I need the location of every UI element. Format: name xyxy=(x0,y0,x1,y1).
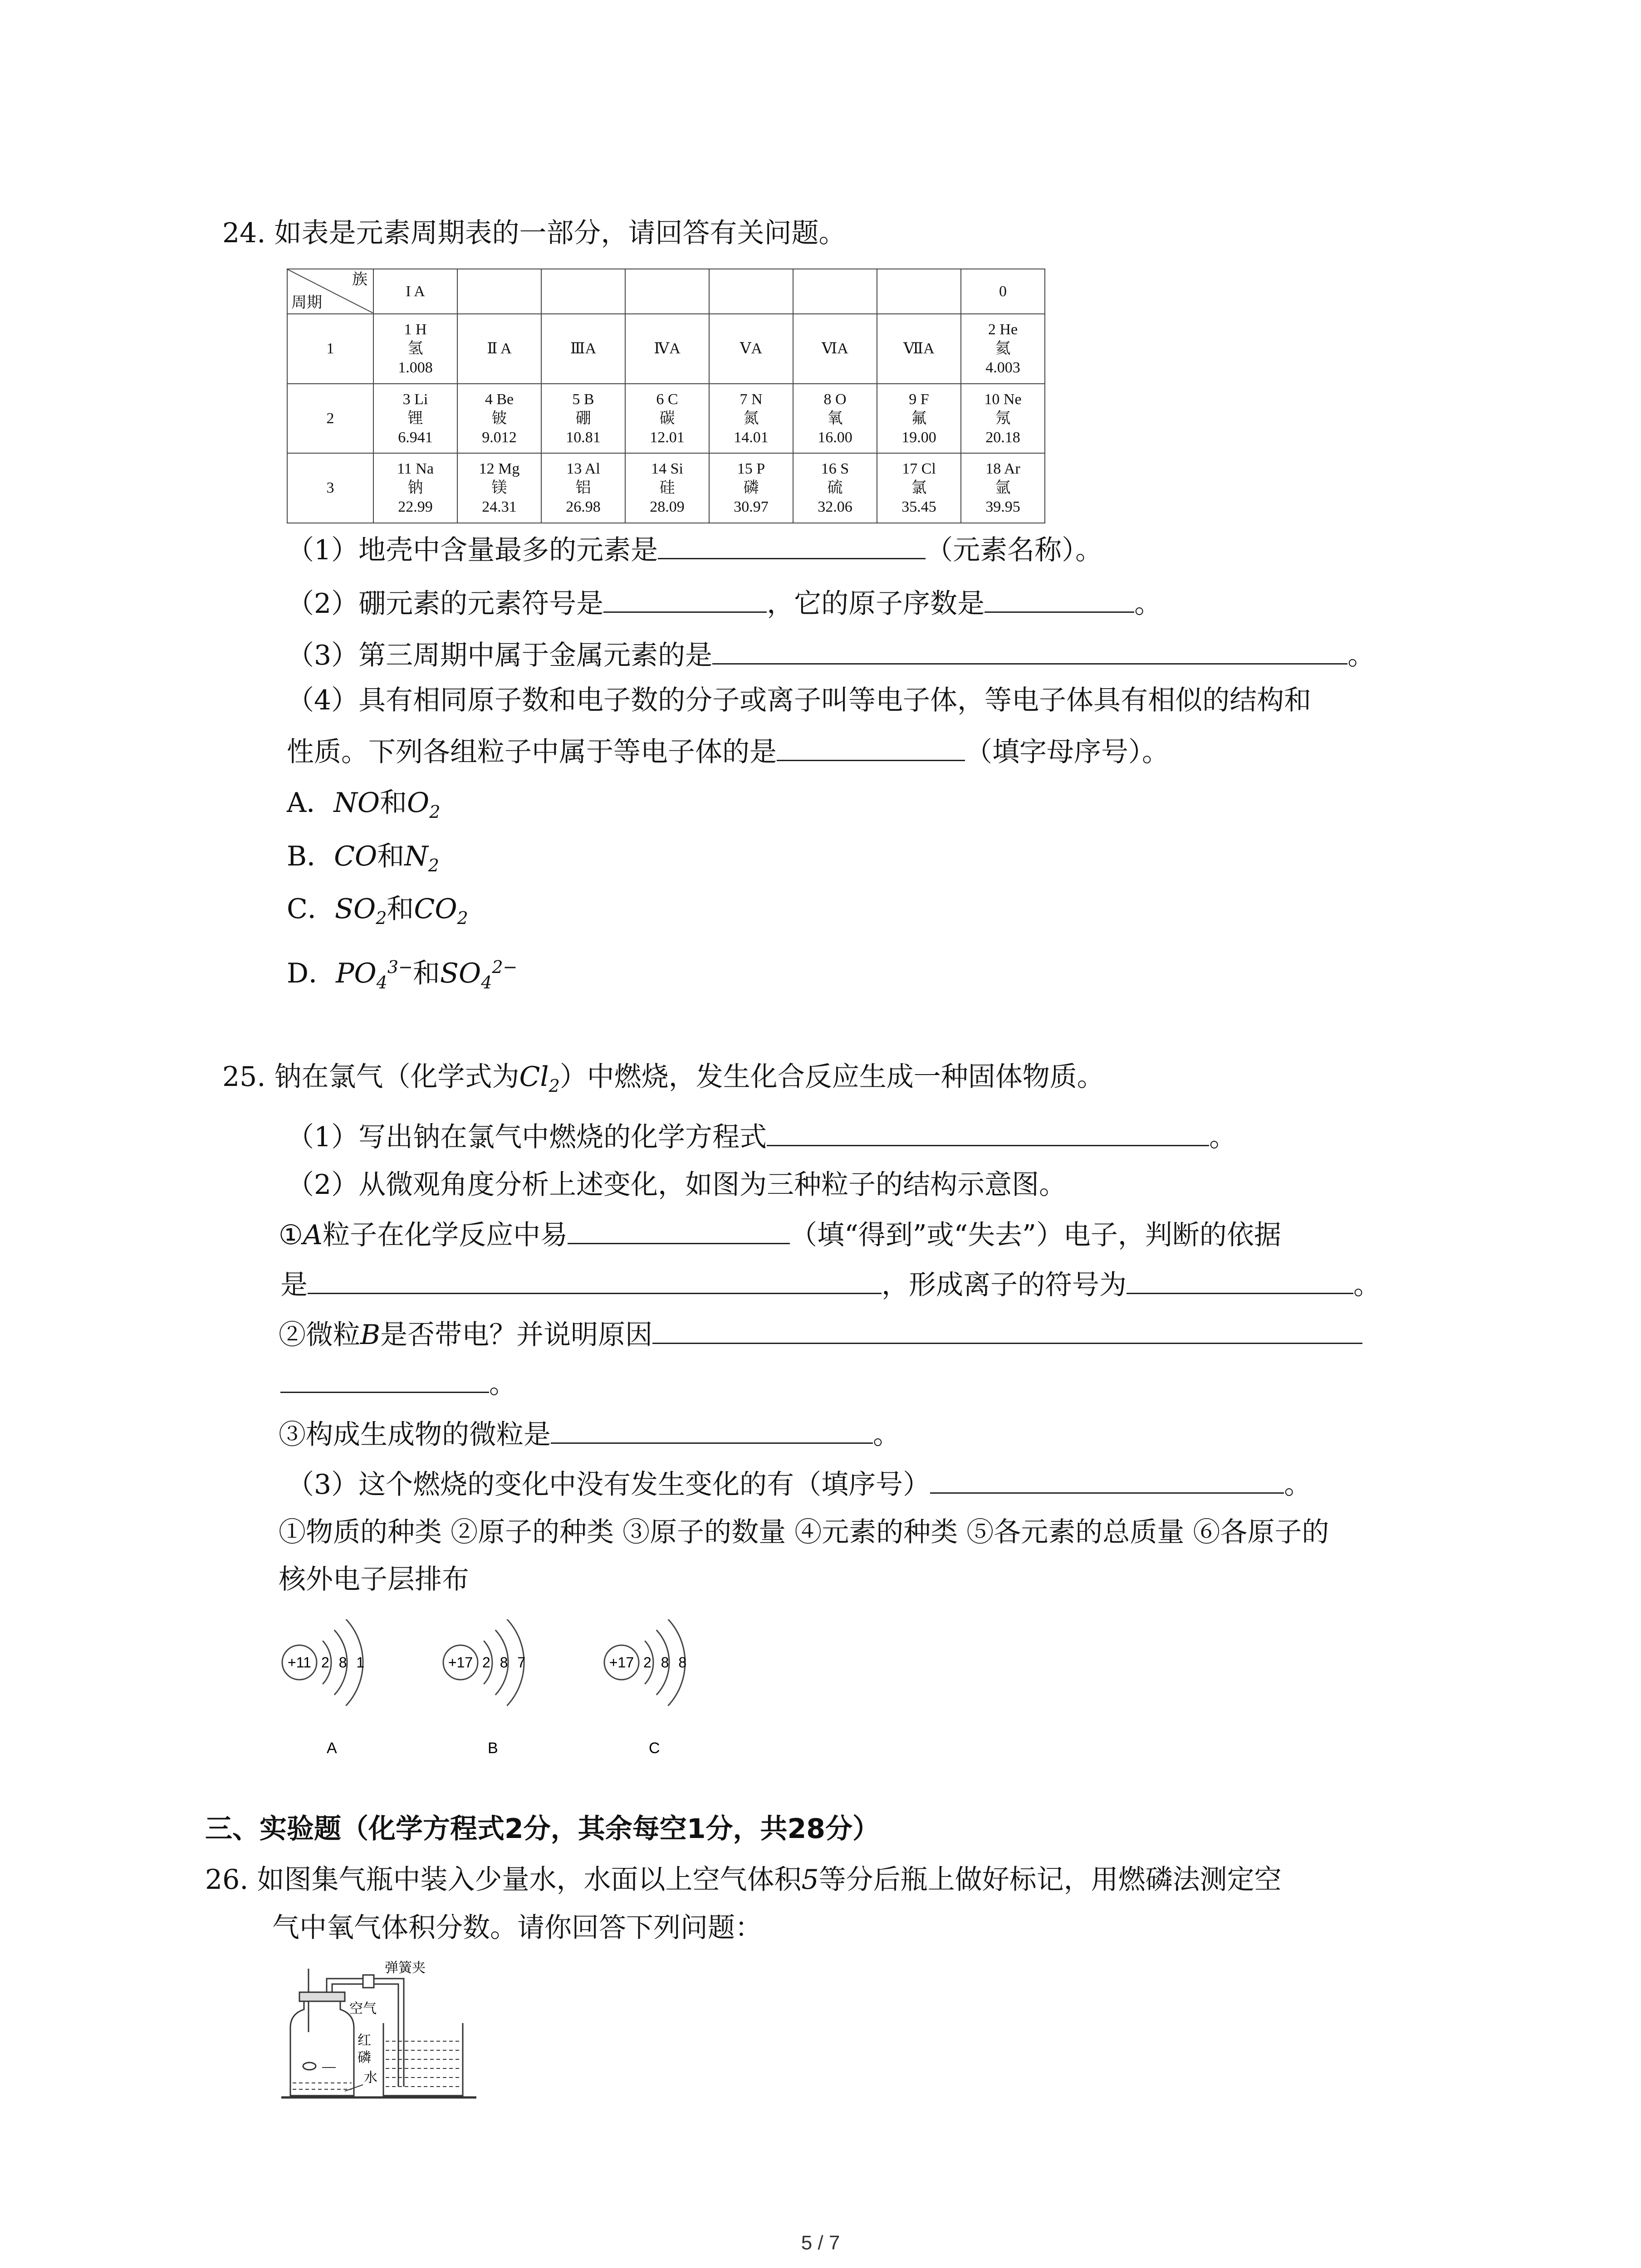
bottle-stopper xyxy=(299,1992,345,2001)
electron-counts: 2 8 7 xyxy=(482,1654,526,1671)
q24-option-c: C．$SO_2$和$CO_2$ xyxy=(287,893,468,928)
answer-blank[interactable] xyxy=(777,733,965,761)
label-red: 红 xyxy=(358,2033,371,2048)
q25-item2-line2: 。 xyxy=(280,1365,516,1401)
q24-stem: 24. 如表是元素周期表的一部分，请回答有关问题。 xyxy=(222,217,846,249)
element-cell: 10 Ne 氖 20.18 xyxy=(961,384,1045,454)
element-cell: 1 H 氢 1.008 xyxy=(373,314,457,384)
element-cell: 2 He 氦 4.003 xyxy=(961,314,1045,384)
element-cell: 9 F 氟 19.00 xyxy=(877,384,961,454)
diagram-label: A xyxy=(327,1740,337,1757)
answer-blank[interactable] xyxy=(985,585,1134,613)
group-header: ⅣA xyxy=(625,314,709,384)
element-cell: 6 C 碳 12.01 xyxy=(625,384,709,454)
group-header: Ⅱ A xyxy=(457,314,541,384)
element-cell: 5 B 硼 10.81 xyxy=(541,384,625,454)
element-cell: 11 Na 钠 22.99 xyxy=(373,453,457,523)
answer-blank[interactable] xyxy=(712,637,1347,665)
group-header: ⅥA xyxy=(793,314,877,384)
q24-part2: （2）硼元素的元素符号是 ，它的原子序数是 。 xyxy=(287,585,1161,621)
answer-blank[interactable] xyxy=(568,1217,790,1244)
element-cell: 17 Cl 氯 35.45 xyxy=(877,453,961,523)
element-cell: 7 N 氮 14.01 xyxy=(709,384,793,454)
element-cell: 15 P 磷 30.97 xyxy=(709,453,793,523)
nucleus-charge: +17 xyxy=(448,1654,473,1671)
periodic-table xyxy=(287,269,1045,523)
table-corner-cell xyxy=(287,269,373,314)
answer-blank[interactable] xyxy=(603,585,767,613)
q25-list-line1: ①物质的种类 ②原子的种类 ③原子的数量 ④元素的种类 ⑤各元素的总质量 ⑥各原子的 xyxy=(279,1516,1329,1548)
element-cell: 18 Ar 氩 39.95 xyxy=(961,453,1045,523)
q24-option-b: B．CO和$N_2$ xyxy=(287,841,439,875)
group-header: ⅢA xyxy=(541,314,625,384)
element-cell: 14 Si 硅 28.09 xyxy=(625,453,709,523)
q26-line1: 26. 如图集气瓶中装入少量水，水面以上空气体积5等分后瓶上做好标记，用燃磷法测定空 xyxy=(205,1864,1282,1896)
q24-part4-line2: 性质。下列各组粒子中属于等电子体的是 （填字母序号）。 xyxy=(287,733,1169,769)
q26-line2: 气中氧气体积分数。请你回答下列问题： xyxy=(272,1912,762,1944)
q25-part1: （1）写出钠在氯气中燃烧的化学方程式 。 xyxy=(287,1119,1236,1154)
element-cell: 12 Mg 镁 24.31 xyxy=(457,453,541,523)
element-cell: 13 Al 铝 26.98 xyxy=(541,453,625,523)
q25-stem: 25. 钠在氯气（化学式为$Cl_2$）中燃烧，发生化合反应生成一种固体物质。 xyxy=(222,1061,1104,1096)
label-air: 空气 xyxy=(349,2001,377,2016)
group-header-18: 0 xyxy=(961,269,1045,314)
answer-blank[interactable] xyxy=(652,1316,1362,1344)
label-clamp: 弹簧夹 xyxy=(385,1960,426,1975)
q25-part3: （3）这个燃烧的变化中没有发生变化的有（填序号） 。 xyxy=(287,1466,1311,1502)
q24-option-d: D．$PO_4^{3-}$和$SO_4^{2-}$ xyxy=(287,957,518,992)
corner-group-label: 族 xyxy=(352,271,367,288)
label-water: 水 xyxy=(364,2070,377,2085)
answer-blank[interactable] xyxy=(308,1266,882,1294)
diagram-label: B xyxy=(488,1740,498,1757)
section-3-title: 三、实验题（化学方程式2分，其余每空1分，共28分） xyxy=(205,1813,880,1845)
q25-item1-line1: ①A粒子在化学反应中易 （填“得到”或“失去”）电子，判断的依据 xyxy=(279,1217,1281,1252)
answer-blank[interactable] xyxy=(280,1365,489,1393)
gas-bottle xyxy=(290,2000,354,2096)
element-cell: 3 Li 锂 6.941 xyxy=(373,384,457,454)
electron-counts: 2 8 1 xyxy=(321,1654,365,1671)
q24-option-a: A．NO和$O_2$ xyxy=(287,787,441,822)
q25-item2-line1: ②微粒B是否带电？并说明原因 xyxy=(279,1316,1362,1352)
apparatus-figure xyxy=(281,1960,485,2109)
element-cell: 4 Be 铍 9.012 xyxy=(457,384,541,454)
atom-diagram xyxy=(604,1619,686,1757)
q25-item3: ③构成生成物的微粒是 。 xyxy=(279,1416,900,1452)
combustion-spoon xyxy=(303,2063,316,2070)
answer-blank[interactable] xyxy=(930,1466,1284,1494)
answer-blank[interactable] xyxy=(658,532,926,559)
atom-structure-diagrams xyxy=(272,1619,726,1769)
period-label: 2 xyxy=(287,384,373,454)
answer-blank[interactable] xyxy=(1127,1266,1353,1294)
spring-clamp xyxy=(363,1975,374,1988)
page-number: 5 / 7 xyxy=(801,2232,840,2254)
group-header: ⅦA xyxy=(877,314,961,384)
period-label: 3 xyxy=(287,453,373,523)
group-header-1: I A xyxy=(373,269,457,314)
q25-part2: （2）从微观角度分析上述变化，如图为三种粒子的结构示意图。 xyxy=(287,1169,1067,1201)
electron-counts: 2 8 8 xyxy=(643,1654,687,1671)
group-header: ⅤA xyxy=(709,314,793,384)
diagram-label: C xyxy=(649,1740,660,1757)
nucleus-charge: +11 xyxy=(288,1654,311,1671)
atom-diagram xyxy=(443,1619,525,1757)
element-cell: 16 S 硫 32.06 xyxy=(793,453,877,523)
answer-blank[interactable] xyxy=(551,1416,873,1444)
element-cell: 8 O 氧 16.00 xyxy=(793,384,877,454)
q24-part1: （1）地壳中含量最多的元素是 （元素名称）。 xyxy=(287,532,1102,567)
q24-part3: （3）第三周期中属于金属元素的是 。 xyxy=(287,637,1375,673)
nucleus-charge: +17 xyxy=(609,1654,634,1671)
atom-diagram xyxy=(282,1619,364,1757)
label-phosphorus: 磷 xyxy=(358,2050,371,2065)
q25-item1-line2: 是 ，形成离子的符号为 。 xyxy=(280,1266,1381,1302)
q25-list-line2: 核外电子层排布 xyxy=(279,1564,469,1595)
corner-period-label: 周期 xyxy=(291,294,322,312)
period-label: 1 xyxy=(287,314,373,384)
answer-blank[interactable] xyxy=(767,1119,1209,1146)
q24-part4-line1: （4）具有相同原子数和电子数的分子或离子叫等电子体，等电子体具有相似的结构和 xyxy=(287,684,1312,716)
